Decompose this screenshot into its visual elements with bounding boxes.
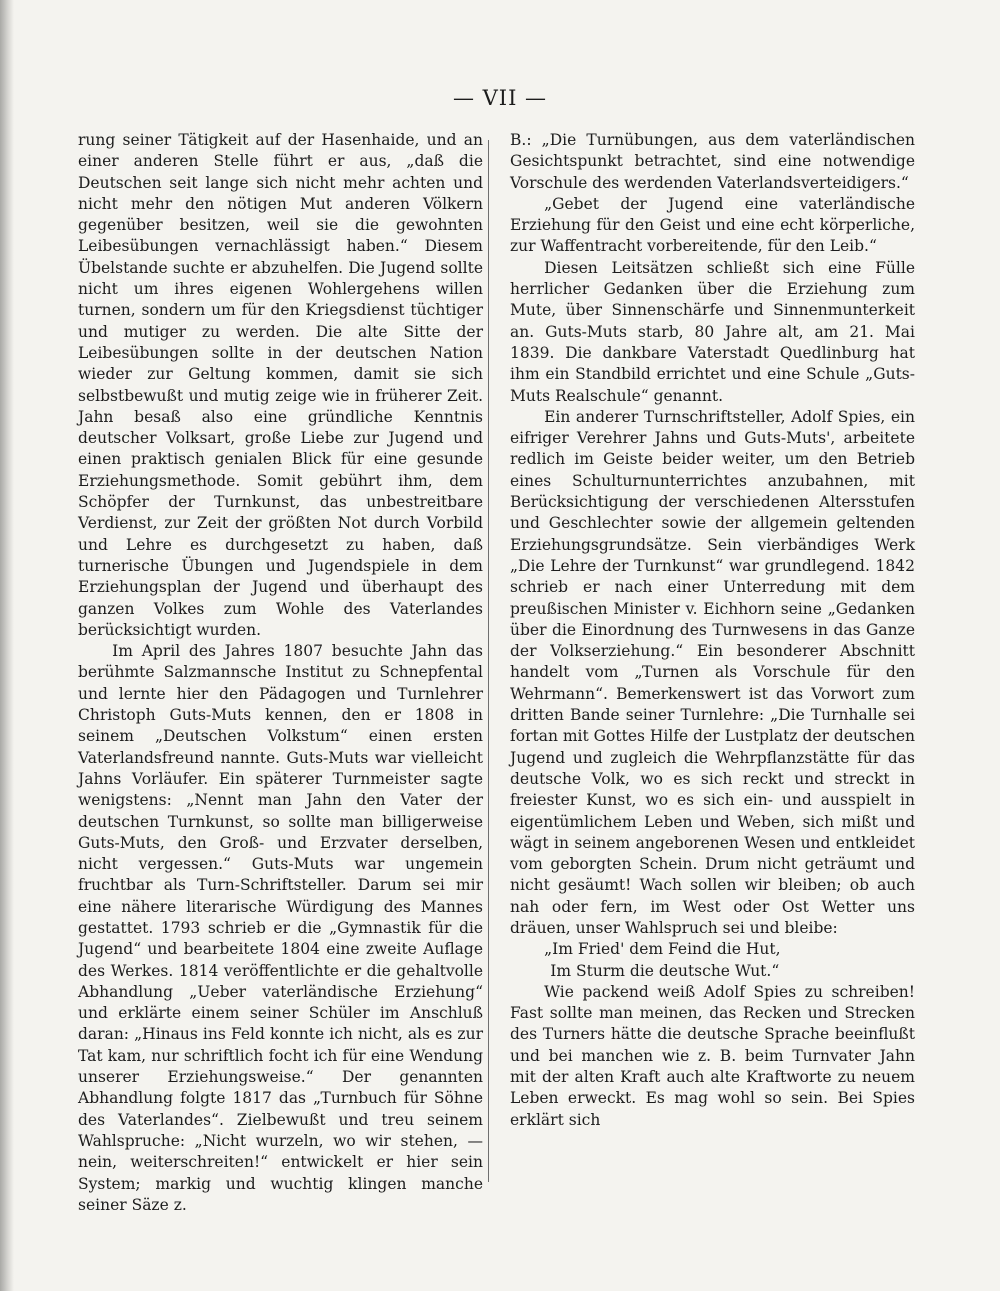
page-number: — VII —	[452, 86, 548, 110]
right-paragraph-3: Diesen Leitsätzen schließt sich eine Fülle herrlicher Gedanken über die Erziehung zum Mute, über Sinnenschärfe und Sinnenmunterkeit an. Guts-Muts starb, 80 Jahre alt, am 21. Mai 1839. Die dankbare Vaterstadt Quedlinburg hat ihm ein Standbild errichtet und eine Schule „Guts-Muts Realschule“ genannt.	[510, 258, 915, 405]
left-paragraph-1: rung seiner Tätigkeit auf der Hasenhaide, und an einer anderen Stelle führt er aus, „daß die Deutschen seit lange sich nicht mehr achten und nicht mehr den nötigen Mut anderen Völkern gegenüber besitzen, weil sie die gewohnten Leibesübungen vernachlässigt haben.“ Diesem Übelstande suchte er abzuhelfen. Die Jugend sollte nicht um ihres eigenen Wohlergehens willen turnen, sondern um für den Kriegsdienst tüchtiger und mutiger zu werden. Die alte Sitte der Leibesübungen sollte in der deutschen Nation wieder zur Geltung kommen, damit sie sich selbstbewußt und mutig zeige wie in früherer Zeit. Jahn besaß also eine gründliche Kenntnis deutscher Volksart, große Liebe zur Jugend und einen praktisch genialen Blick für eine gesunde Erziehungsmethode. Somit gebührt ihm, dem Schöpfer der Turnkunst, das unbestreitbare Verdienst, zur Zeit der größten Not durch Vorbild und Lehre es durchgesetzt zu haben, daß turnerische Übungen und Jugendspiele in dem Erziehungsplan der Jugend und überhaupt des ganzen Volkes zum Wohle des Vaterlandes berücksichtigt wurden.	[78, 131, 483, 639]
left-paragraph-2: Im April des Jahres 1807 besuchte Jahn das berühmte Salzmannsche Institut zu Schnepfental und lernte hier den Pädagogen und Turnlehrer Christoph Guts-Muts kennen, den er 1808 in seinem „Deutschen Volkstum“ einen ersten Vaterlandsfreund nannte. Guts-Muts war vielleicht Jahns Vorläufer. Ein späterer Turnmeister sagte wenigstens: „Nennt man Jahn den Vater der deutschen Turnkunst, so sollte man billigerweise Guts-Muts, den Groß- und Erzvater derselben, nicht vergessen.“ Guts-Muts war ungemein fruchtbar als Turn-Schriftsteller. Darum sei mir eine nähere literarische Würdigung des Mannes gestattet. 1793 schrieb er die „Gymnastik für die Jugend“ und bearbeitete 1804 eine zweite Auflage des Werkes. 1814 veröffentlichte er die gehaltvolle Abhandlung „Ueber vaterländische Erziehung“ und erklärte einem seiner Schüler im Anschluß daran: „Hinaus ins Feld konnte ich nicht, als es zur Tat kam, nur schriftlich focht ich für eine Wendung unserer Erziehungsweise.“ Der genannten Abhandlung folgte 1817 das „Turnbuch für Söhne des Vaterlandes“. Zielbewußt und treu seinem Wahlspruche: „Nicht wurzeln, wo wir stehen, — nein, weiterschreiten!“ entwickelt er hier sein System; markig und wuchtig klingen manche seiner Säze z.	[78, 642, 483, 1214]
right-paragraph-2: „Gebet der Jugend eine vaterländische Erziehung für den Geist und eine echt körperliche, zur Waffentracht vorbereitende, für den Leib.“	[510, 194, 915, 256]
right-paragraph-1: B.: „Die Turnübungen, aus dem vaterländischen Gesichtspunkt betrachtet, sind eine notwendige Vorschule des werdenden Vaterlandsverteidigers.“	[510, 131, 915, 192]
left-column	[78, 130, 483, 1216]
column-divider	[488, 140, 489, 1182]
verse-line-2: Im Sturm die deutsche Wut.“	[550, 961, 780, 980]
motto-verse	[510, 939, 915, 982]
right-paragraph-closing: Wie packend weiß Adolf Spies zu schreiben! Fast sollte man meinen, das Recken und Strecken des Turners hätte die deutsche Sprache beeinflußt und bei manchen wie z. B. beim Turnvater Jahn mit der alten Kraft auch alte Kraftworte zu neuem Leben erweckt. Es mag wohl so sein. Bei Spies erklärt sich	[510, 982, 915, 1129]
page-edge-shadow	[0, 0, 14, 1291]
verse-line-1: „Im Fried' dem Feind die Hut,	[544, 940, 781, 959]
right-column	[510, 130, 915, 1131]
right-paragraph-4: Ein anderer Turnschriftsteller, Adolf Spies, ein eifriger Verehrer Jahns und Guts-Muts', arbeitete redlich im Geiste beider weiter, um den Betrieb eines Schulturnunterrichtes anzubahnen, mit Berücksichtigung der verschiedenen Altersstufen und Geschlechter sowie der allgemein geltenden Erziehungsgrundsätze. Sein vierbändiges Werk „Die Lehre der Turnkunst“ war grundlegend. 1842 schrieb er nach einer Unterredung mit dem preußischen Minister v. Eichhorn seine „Gedanken über die Einordnung des Turnwesens in das Ganze der Volkserziehung.“ Ein besonderer Abschnitt handelt vom „Turnen als Vorschule für den Wehrmann“. Bemerkenswert ist das Vorwort zum dritten Bande seiner Turnlehre: „Die Turnhalle sei fortan mit Gottes Hilfe der Lustplatz der deutschen Jugend und zugleich die Wehrpflanzstätte für das deutsche Volk, wo es sich reckt und streckt in freiester Kunst, wo es sich ein- und ausspielt in eigentümlichem Leben und Weben, sich mißt und wägt in seinem angeborenen Wesen und entkleidet vom geborgten Schein. Drum nicht geträumt und nicht gesäumt! Wach sollen wir bleiben; ob auch nah oder fern, im West oder Ost Wetter uns dräuen, unser Wahlspruch sei und bleibe:	[510, 407, 916, 937]
